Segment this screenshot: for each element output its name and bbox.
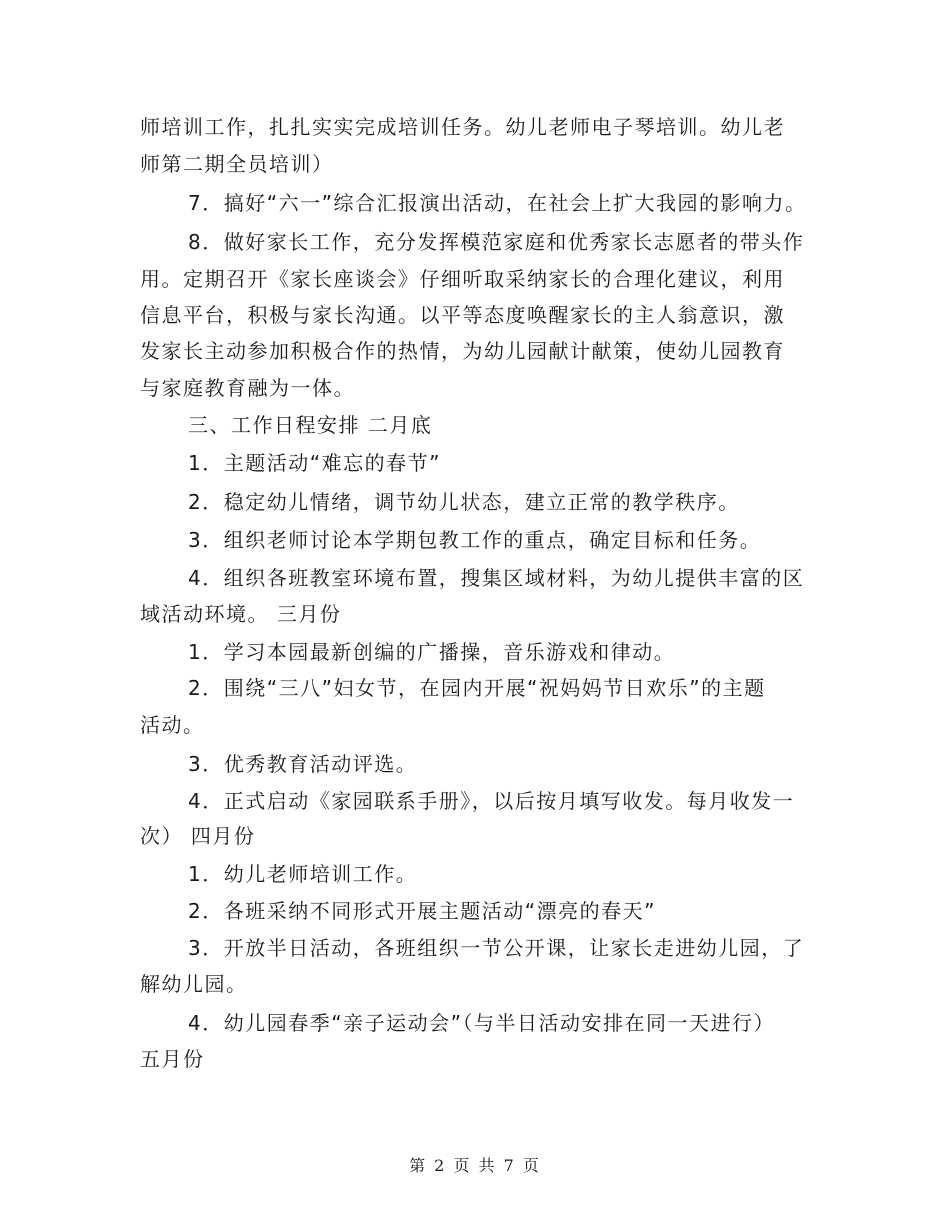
list-item: 2．各班采纳不同形式开展主题活动“漂亮的春天” [188, 899, 656, 923]
list-item: 3．开放半日活动，各班组织一节公开课，让家长走进幼儿园，了 [188, 936, 805, 960]
text-line: 师培训工作，扎扎实实完成培训任务。幼儿老师电子琴培训。幼儿老 [140, 115, 785, 139]
list-item: 2．围绕“三八”妇女节，在园内开展“祝妈妈节日欢乐”的主题 [188, 676, 766, 700]
text-line: 活动。 [140, 713, 205, 737]
list-item: 8．做好家长工作，充分发挥模范家庭和优秀家长志愿者的带头作 [188, 230, 805, 254]
list-item: 1．学习本园最新创编的广播操，音乐游戏和律动。 [188, 640, 676, 664]
text-line: 次） 四月份 [140, 824, 256, 848]
text-line: 与家庭教育融为一体。 [140, 376, 355, 400]
text-line: 发家长主动参加积极合作的热情，为幼儿园献计献策，使幼儿园教育 [140, 339, 785, 363]
text-line: 信息平台，积极与家长沟通。以平等态度唤醒家长的主人翁意识，激 [140, 303, 785, 327]
list-item: 4．幼儿园春季“亲子运动会”（与半日活动安排在同一天进行） [188, 1011, 775, 1035]
text-line: 师第二期全员培训） [140, 152, 334, 176]
list-item: 4．组织各班教室环境布置，搜集区域材料，为幼儿提供丰富的区 [188, 566, 805, 590]
list-item: 4．正式启动《家园联系手册》，以后按月填写收发。每月收发一 [188, 789, 795, 813]
text-line: 五月份 [140, 1047, 205, 1071]
list-item: 7．搞好“六一”综合汇报演出活动，在社会上扩大我园的影响力。 [188, 191, 807, 215]
section-heading: 三、工作日程安排 二月底 [188, 413, 433, 437]
text-line: 用。定期召开《家长座谈会》仔细听取采纳家长的合理化建议，利用 [140, 267, 785, 291]
list-item: 3．组织老师讨论本学期包教工作的重点，确定目标和任务。 [188, 528, 762, 552]
list-item: 2．稳定幼儿情绪，调节幼儿状态，建立正常的教学秩序。 [188, 490, 740, 514]
list-item: 1．幼儿老师培训工作。 [188, 862, 418, 886]
list-item: 3．优秀教育活动评选。 [188, 752, 418, 776]
page-number-footer: 第 2 页 共 7 页 [409, 1156, 541, 1175]
text-line: 解幼儿园。 [140, 972, 248, 996]
text-line: 域活动环境。 三月份 [140, 602, 342, 626]
list-item: 1．主题活动“难忘的春节” [188, 451, 441, 475]
